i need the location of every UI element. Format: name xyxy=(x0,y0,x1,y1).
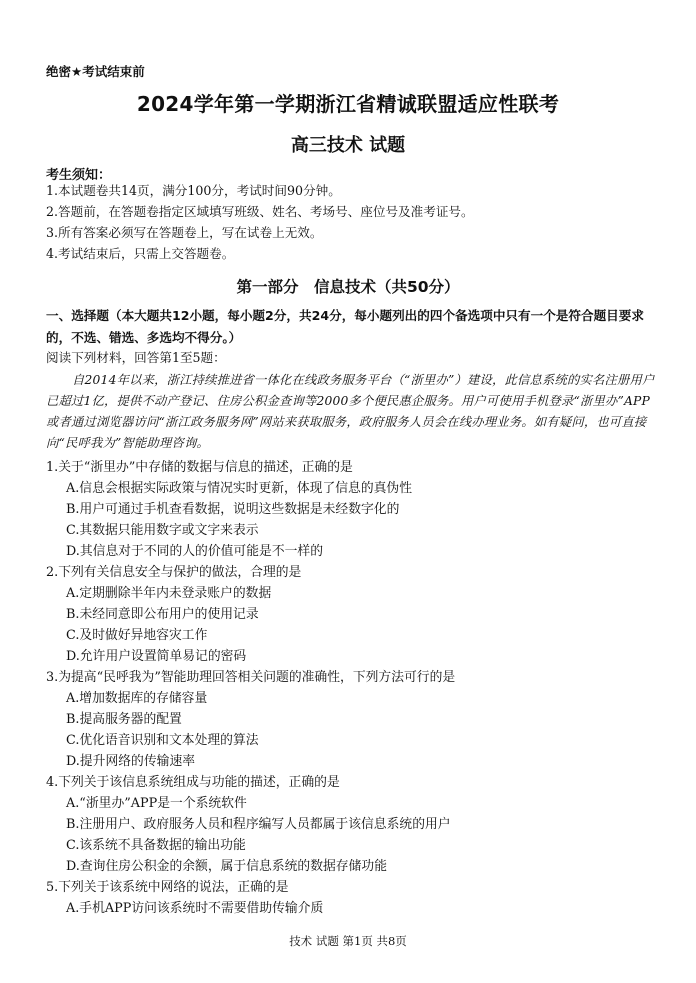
question-option: C.优化语音识别和文本处理的算法 xyxy=(66,733,259,748)
question-stem: 3.为提高“民呼我为”智能助理回答相关问题的准确性，下列方法可行的是 xyxy=(46,670,456,685)
question-option: A.手机APP访问该系统时不需要借助传输介质 xyxy=(66,901,324,916)
question-stem: 5.下列关于该系统中网络的说法，正确的是 xyxy=(46,880,289,895)
page-footer: 技术 试题 第1页 共8页 xyxy=(289,934,407,948)
question-option: C.及时做好异地容灾工作 xyxy=(66,628,208,643)
question-stem: 2.下列有关信息安全与保护的做法，合理的是 xyxy=(46,565,302,580)
question-option: A.“浙里办”APP是一个系统软件 xyxy=(66,796,247,811)
reading-material: 自2014年以来，浙江持续推进省一体化在线政务服务平台（“浙里办”）建设，此信息系统的实名注册用户已超过1亿，提供不动产登记、住房公积金查询等2000多个便民惠企服务。用户可使用手机登录“浙里办”APP或者通过浏览器访问“浙江政务服务网”网站来获取服务，政府服务人员会在线办理业务。如有疑问，也可直接向“民呼我为”智能助理咨询。 xyxy=(46,373,655,450)
question-option: C.其数据只能用数字或文字来表示 xyxy=(66,523,259,538)
secret-label: 绝密★考试结束前 xyxy=(46,64,145,79)
notice-item: 1.本试题卷共14页，满分100分，考试时间90分钟。 xyxy=(46,183,341,198)
question-option: A.定期删除半年内未登录账户的数据 xyxy=(66,586,272,601)
reading-intro: 阅读下列材料，回答第1至5题： xyxy=(46,350,226,365)
question-option: B.注册用户、政府服务人员和程序编写人员都属于该信息系统的用户 xyxy=(66,817,451,832)
question-option: D.提升网络的传输速率 xyxy=(66,754,196,769)
part-title: 第一部分 信息技术（共50分） xyxy=(236,278,460,296)
notice-item: 2.答题前，在答题卷指定区域填写班级、姓名、考场号、座位号及准考证号。 xyxy=(46,204,474,219)
exam-subtitle: 高三技术 试题 xyxy=(290,135,406,156)
question-option: A.增加数据库的存储容量 xyxy=(66,691,208,706)
question-option: B.未经同意即公布用户的使用记录 xyxy=(66,607,259,622)
question-stem: 1.关于“浙里办”中存储的数据与信息的描述，正确的是 xyxy=(46,460,353,475)
notice-heading: 考生须知： xyxy=(46,168,112,183)
notice-item: 3.所有答案必须写在答题卷上，写在试卷上无效。 xyxy=(46,225,323,240)
question-stem: 4.下列关于该信息系统组成与功能的描述，正确的是 xyxy=(46,775,340,790)
question-option: B.用户可通过手机查看数据，说明这些数据是未经数字化的 xyxy=(66,502,400,517)
question-option: A.信息会根据实际政策与情况实时更新，体现了信息的真伪性 xyxy=(66,481,413,496)
question-option: B.提高服务器的配置 xyxy=(66,712,182,727)
question-option: D.查询住房公积金的余额，属于信息系统的数据存储功能 xyxy=(66,859,387,874)
question-option: C.该系统不具备数据的输出功能 xyxy=(66,838,246,853)
section-title: 一、选择题（本大题共12小题，每小题2分，共24分，每小题列出的四个备选项中只有一个是符合题目要求的，不选、错选、多选均不得分。） xyxy=(46,308,644,345)
question-option: D.允许用户设置简单易记的密码 xyxy=(66,649,247,664)
exam-title: 2024学年第一学期浙江省精诚联盟适应性联考 xyxy=(136,92,560,116)
question-option: D.其信息对于不同的人的价值可能是不一样的 xyxy=(66,544,324,559)
notice-item: 4.考试结束后，只需上交答题卷。 xyxy=(46,246,235,261)
